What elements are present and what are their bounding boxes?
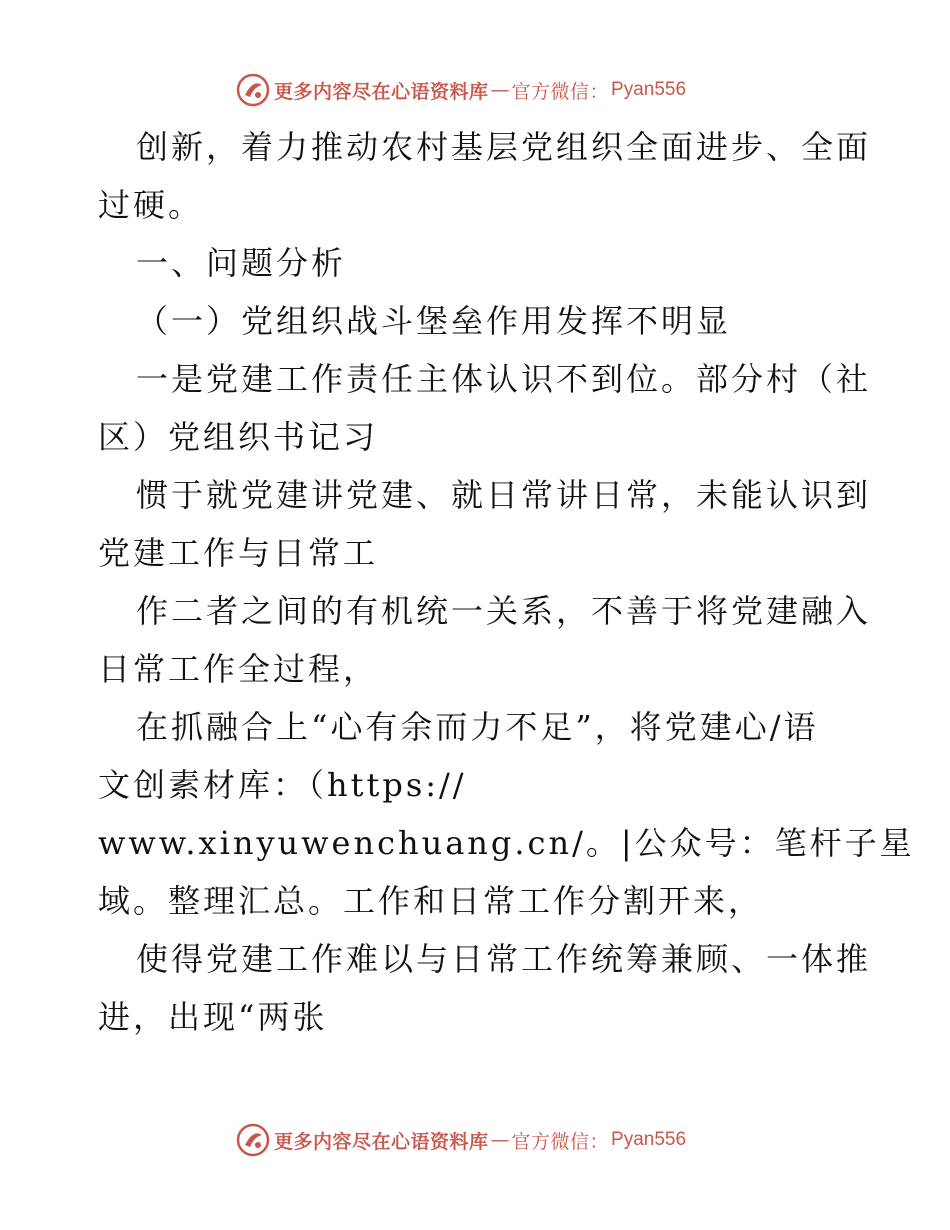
document-body <box>98 118 915 1046</box>
brand-logo-icon <box>236 73 270 107</box>
section-heading: 一、问题分析 <box>136 244 347 282</box>
paragraph-line: 在抓融合上“心有余而力不足”，将党建心/语 <box>136 708 819 746</box>
paragraph-line: 作二者之间的有机统一关系，不善于将党建融入 <box>136 592 872 630</box>
watermark-dash: — <box>490 79 510 101</box>
paragraph-line: 文创素材库：（https:// <box>98 766 467 804</box>
watermark-wechat-label: 官方微信： <box>511 80 610 103</box>
paragraph-line: 创新，着力推动农村基层党组织全面进步、全面 <box>136 128 872 166</box>
paragraph-line: 党建工作与日常工 <box>98 534 379 572</box>
watermark-wechat-id: Pyan556 <box>611 79 687 100</box>
paragraph-line: 惯于就党建讲党建、就日常讲日常，未能认识到 <box>136 476 872 514</box>
paragraph-line: 一是党建工作责任主体认识不到位。部分村（社 <box>136 360 872 398</box>
paragraph-line: www.xinyuwenchuang.cn/。|公众号：笔杆子星 <box>98 824 915 862</box>
watermark-site-text: 更多内容尽在心语资料库 <box>274 80 489 103</box>
watermark-wechat-label: 官方微信： <box>511 1130 610 1153</box>
subsection-heading: （一）党组织战斗堡垒作用发挥不明显 <box>136 302 732 340</box>
paragraph-line: 过硬。 <box>98 186 204 224</box>
paragraph-line: 日常工作全过程， <box>98 650 379 688</box>
paragraph-line: 使得党建工作难以与日常工作统筹兼顾、一体推 <box>136 940 872 978</box>
brand-logo-icon <box>236 1123 270 1157</box>
watermark-dash: — <box>490 1129 510 1151</box>
watermark-wechat-id: Pyan556 <box>611 1129 687 1150</box>
watermark-site-text: 更多内容尽在心语资料库 <box>274 1130 489 1153</box>
footer-watermark <box>236 1122 756 1158</box>
paragraph-line: 进，出现“两张 <box>98 998 328 1036</box>
paragraph-line: 域。整理汇总。工作和日常工作分割开来， <box>98 882 764 920</box>
paragraph-line: 区）党组织书记习 <box>98 418 379 456</box>
header-watermark <box>236 72 756 108</box>
